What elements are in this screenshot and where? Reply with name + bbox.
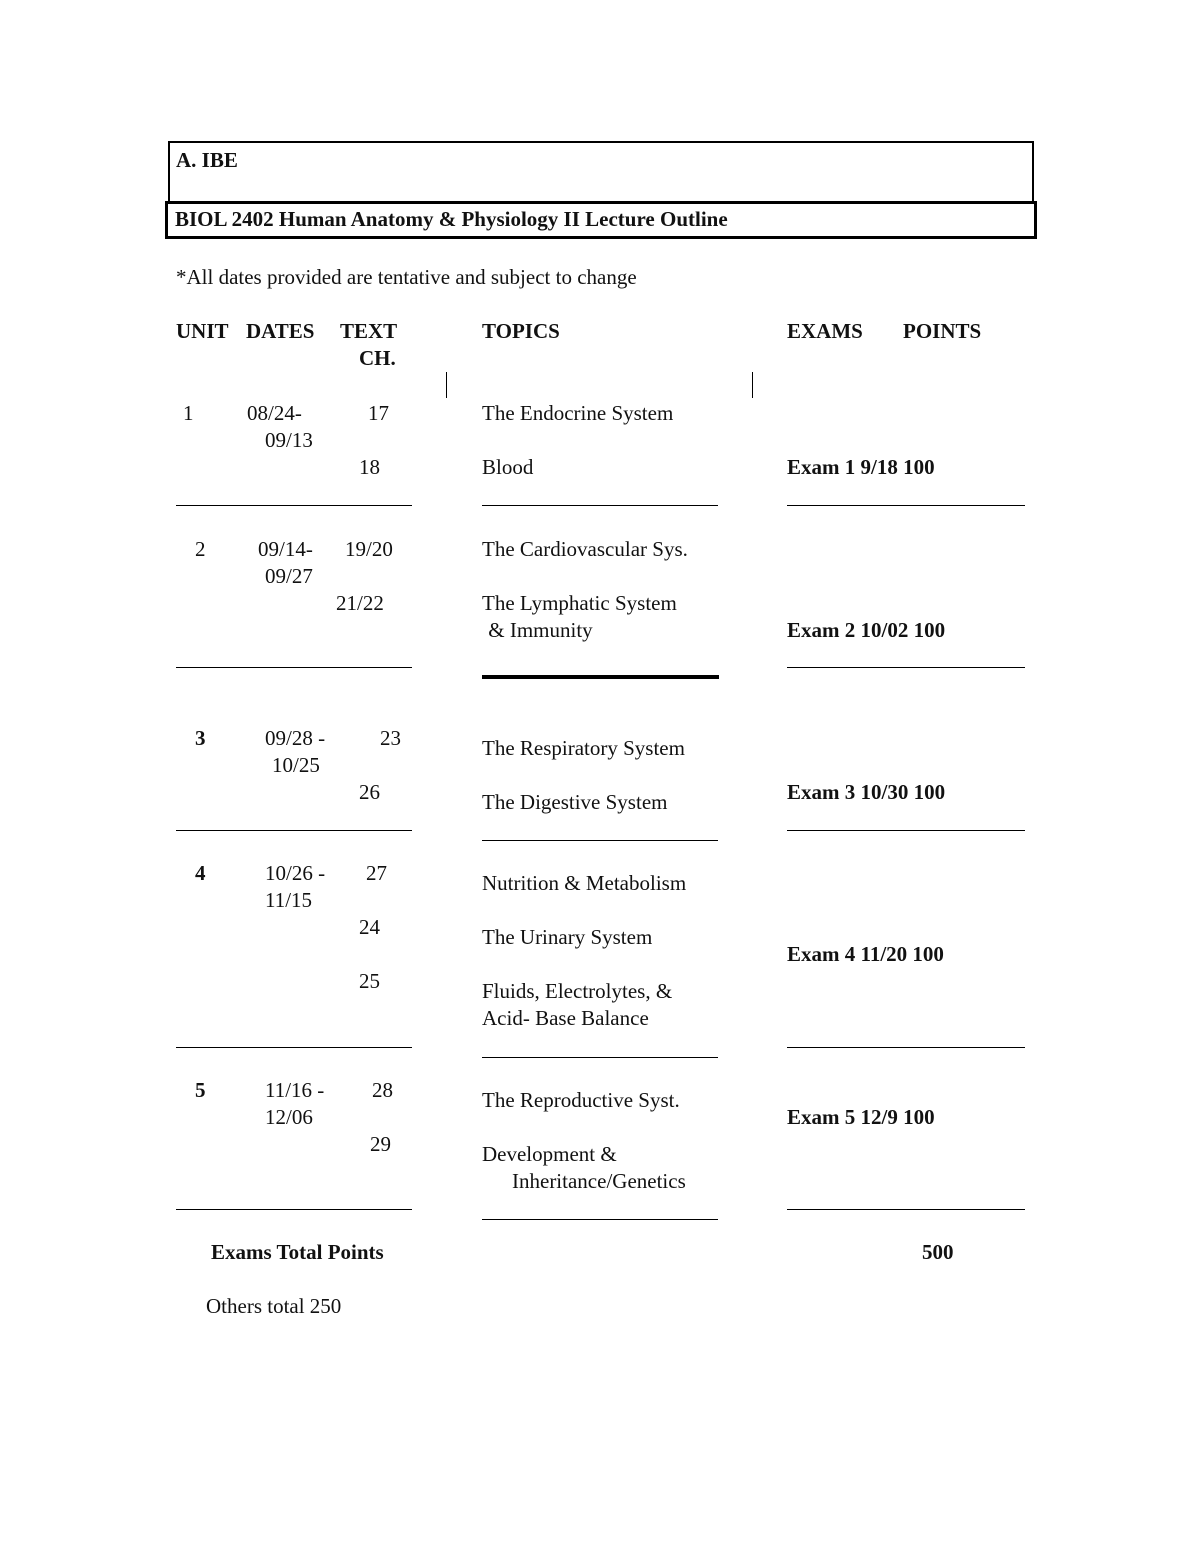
instructor-box <box>168 141 1034 203</box>
unit-number: 2 <box>195 537 206 561</box>
unit-number: 3 <box>195 726 206 750</box>
unit-chapter: 27 <box>366 861 387 885</box>
unit-chapter: 26 <box>359 780 380 804</box>
unit-topic: The Urinary System <box>482 925 653 949</box>
row-divider <box>787 505 1025 506</box>
unit-topic: The Reproductive Syst. <box>482 1088 680 1112</box>
unit-number: 4 <box>195 861 206 885</box>
row-divider <box>787 667 1025 668</box>
unit-date-end: 12/06 <box>265 1105 313 1129</box>
unit-date-end: 09/13 <box>265 428 313 452</box>
row-divider <box>176 505 412 506</box>
unit-date-start: 08/24- <box>247 401 302 425</box>
unit-topic: Blood <box>482 455 534 479</box>
unit-date-end: 09/27 <box>265 564 313 588</box>
header-text: TEXT <box>340 319 398 343</box>
unit-topic: Nutrition & Metabolism <box>482 871 687 895</box>
header-points: POINTS <box>903 319 982 343</box>
row-divider <box>482 1219 718 1220</box>
unit-topic: Fluids, Electrolytes, & <box>482 979 673 1003</box>
unit-chapter: 23 <box>380 726 401 750</box>
unit-topic: The Endocrine System <box>482 401 674 425</box>
unit-date-end: 11/15 <box>265 888 313 912</box>
row-divider <box>176 1047 412 1048</box>
row-divider <box>787 1047 1025 1048</box>
row-divider <box>787 1209 1025 1210</box>
column-divider-mark <box>446 372 447 398</box>
unit-topic: Inheritance/Genetics <box>512 1169 686 1193</box>
course-title: BIOL 2402 Human Anatomy & Physiology II Lecture Outline <box>175 207 728 231</box>
unit-chapter: 21/22 <box>336 591 384 615</box>
unit-topic: & Immunity <box>483 618 593 642</box>
unit-topic: The Lymphatic System <box>482 591 677 615</box>
unit-topic: The Cardiovascular Sys. <box>482 537 688 561</box>
header-exams: EXAMS <box>787 319 863 343</box>
header-unit: UNIT <box>176 319 229 343</box>
header-text-ch: CH. <box>359 346 396 370</box>
unit-exam: Exam 5 12/9 100 <box>787 1105 935 1129</box>
row-divider <box>482 675 719 679</box>
unit-number: 1 <box>183 401 194 425</box>
unit-exam: Exam 4 11/20 100 <box>787 942 944 966</box>
unit-date-start: 09/28 - <box>265 726 326 750</box>
unit-chapter: 19/20 <box>345 537 393 561</box>
column-divider-mark <box>752 372 753 398</box>
exams-total-label: Exams Total Points <box>211 1240 384 1264</box>
unit-topic: The Digestive System <box>482 790 668 814</box>
unit-chapter: 24 <box>359 915 380 939</box>
exams-total-value: 500 <box>922 1240 954 1264</box>
unit-date-start: 10/26 - <box>265 861 326 885</box>
tentative-note: *All dates provided are tentative and subject to change <box>176 265 637 289</box>
unit-exam: Exam 3 10/30 100 <box>787 780 946 804</box>
row-divider <box>176 667 412 668</box>
others-total: Others total 250 <box>206 1294 342 1318</box>
unit-topic: Acid- Base Balance <box>482 1006 649 1030</box>
unit-chapter: 29 <box>370 1132 391 1156</box>
unit-chapter: 18 <box>359 455 380 479</box>
unit-chapter: 17 <box>368 401 389 425</box>
header-topics: TOPICS <box>482 319 560 343</box>
row-divider <box>787 830 1025 831</box>
row-divider <box>176 830 412 831</box>
row-divider <box>482 505 718 506</box>
header-dates: DATES <box>246 319 315 343</box>
unit-date-end: 10/25 <box>272 753 320 777</box>
unit-date-start: 09/14- <box>258 537 313 561</box>
unit-number: 5 <box>195 1078 206 1102</box>
unit-date-start: 11/16 - <box>265 1078 325 1102</box>
unit-chapter: 25 <box>359 969 380 993</box>
unit-exam: Exam 1 9/18 100 <box>787 455 935 479</box>
unit-topic: Development & <box>482 1142 617 1166</box>
instructor-name: A. IBE <box>176 148 238 172</box>
row-divider <box>176 1209 412 1210</box>
unit-exam: Exam 2 10/02 100 <box>787 618 946 642</box>
unit-topic: The Respiratory System <box>482 736 685 760</box>
unit-chapter: 28 <box>372 1078 393 1102</box>
row-divider <box>482 1057 718 1058</box>
row-divider <box>482 840 718 841</box>
